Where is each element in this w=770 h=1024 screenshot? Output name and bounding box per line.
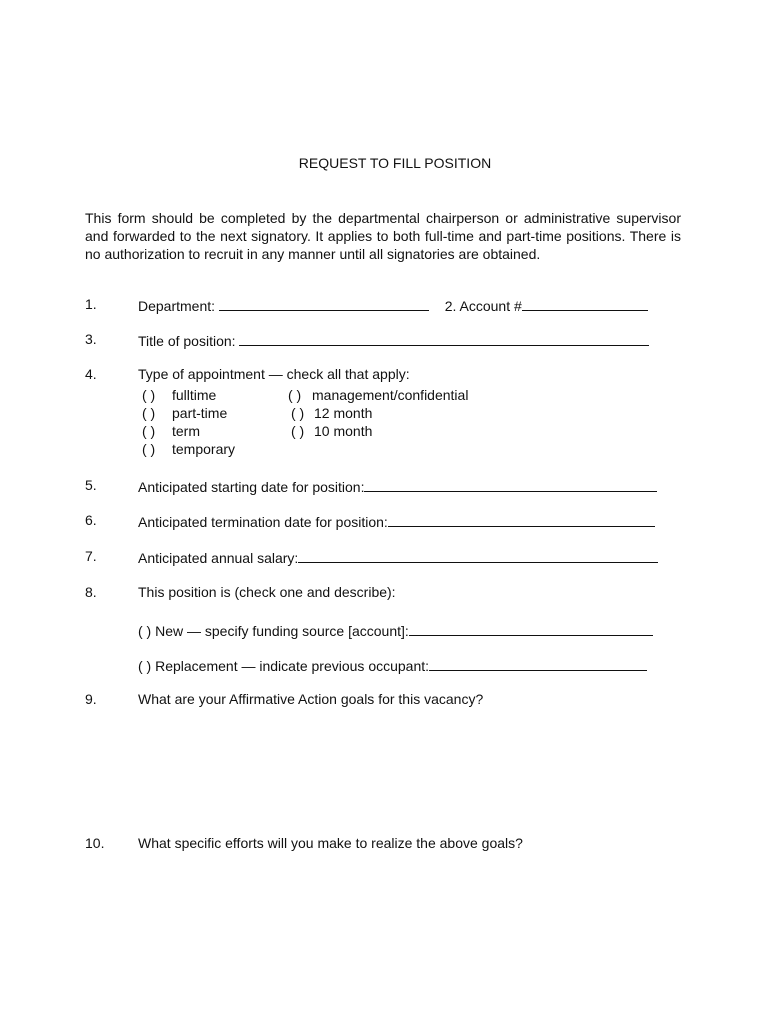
item-number-10: 10. xyxy=(85,835,105,851)
salary-field[interactable] xyxy=(298,547,658,563)
funding-source-field[interactable] xyxy=(409,620,653,636)
position-title-label: Title of position: xyxy=(138,333,236,349)
position-type-label: This position is (check one and describe): xyxy=(138,584,396,600)
new-position-row xyxy=(138,620,653,640)
checkbox[interactable]: ( ) xyxy=(291,405,305,421)
option-label: fulltime xyxy=(172,387,217,403)
checkbox[interactable]: ( ) xyxy=(142,423,156,439)
option-label: part-time xyxy=(172,405,228,421)
option-term[interactable] xyxy=(142,422,200,440)
efforts-question: What specific efforts will you make to realize the above goals? xyxy=(138,835,523,851)
termination-date-row xyxy=(138,511,655,531)
option-label: 12 month xyxy=(314,405,373,421)
checkbox[interactable]: ( ) xyxy=(142,387,156,403)
replacement-option[interactable]: ( ) Replacement — indicate previous occupant: xyxy=(138,658,430,674)
item-number-7: 7. xyxy=(85,548,97,564)
account-field[interactable] xyxy=(522,295,648,311)
affirmative-action-question: What are your Affirmative Action goals for this vacancy? xyxy=(138,691,484,707)
account-label: 2. Account # xyxy=(444,298,522,314)
position-title-field[interactable] xyxy=(239,330,649,346)
option-label: 10 month xyxy=(314,423,373,439)
item-number-5: 5. xyxy=(85,477,97,493)
start-date-row xyxy=(138,476,657,496)
option-fulltime[interactable] xyxy=(142,386,216,404)
checkbox[interactable]: ( ) xyxy=(142,441,156,457)
department-row xyxy=(138,295,648,315)
new-position-option[interactable]: ( ) New — specify funding source [account]: xyxy=(138,623,409,639)
option-12-month[interactable] xyxy=(291,404,372,422)
department-field[interactable] xyxy=(219,295,429,311)
department-label: Department: xyxy=(138,298,216,314)
option-management-confidential[interactable] xyxy=(288,386,468,404)
appointment-type-label: Type of appointment — check all that apply: xyxy=(138,366,410,382)
start-date-label: Anticipated starting date for position: xyxy=(138,479,365,495)
option-label: term xyxy=(172,423,200,439)
item-number-8: 8. xyxy=(85,584,97,600)
checkbox[interactable]: ( ) xyxy=(291,423,305,439)
option-label: management/confidential xyxy=(312,387,469,403)
efforts-answer-area[interactable] xyxy=(138,860,678,980)
salary-label: Anticipated annual salary: xyxy=(138,550,299,566)
item-number-3: 3. xyxy=(85,331,97,347)
affirmative-action-answer-area[interactable] xyxy=(138,716,678,816)
intro-paragraph: This form should be completed by the departmental chairperson or administrative supervisor and forwarded to the next signatory. It applies to both full-time and part-time positions. There is no authorization to recruit in any manner until all signatories are obtained. xyxy=(85,210,681,262)
salary-row xyxy=(138,547,658,567)
checkbox[interactable]: ( ) xyxy=(288,387,302,403)
replacement-row xyxy=(138,655,647,675)
option-part-time[interactable] xyxy=(142,404,227,422)
checkbox[interactable]: ( ) xyxy=(142,405,156,421)
form-title: REQUEST TO FILL POSITION xyxy=(298,155,492,171)
termination-date-label: Anticipated termination date for position: xyxy=(138,514,388,530)
title-row xyxy=(138,330,649,350)
item-number-4: 4. xyxy=(85,366,97,382)
termination-date-field[interactable] xyxy=(388,511,655,527)
item-number-1: 1. xyxy=(85,296,97,312)
option-temporary[interactable] xyxy=(142,440,235,458)
item-number-6: 6. xyxy=(85,512,97,528)
option-10-month[interactable] xyxy=(291,422,372,440)
option-label: temporary xyxy=(172,441,236,457)
item-number-9: 9. xyxy=(85,691,97,707)
start-date-field[interactable] xyxy=(364,476,657,492)
previous-occupant-field[interactable] xyxy=(429,655,647,671)
